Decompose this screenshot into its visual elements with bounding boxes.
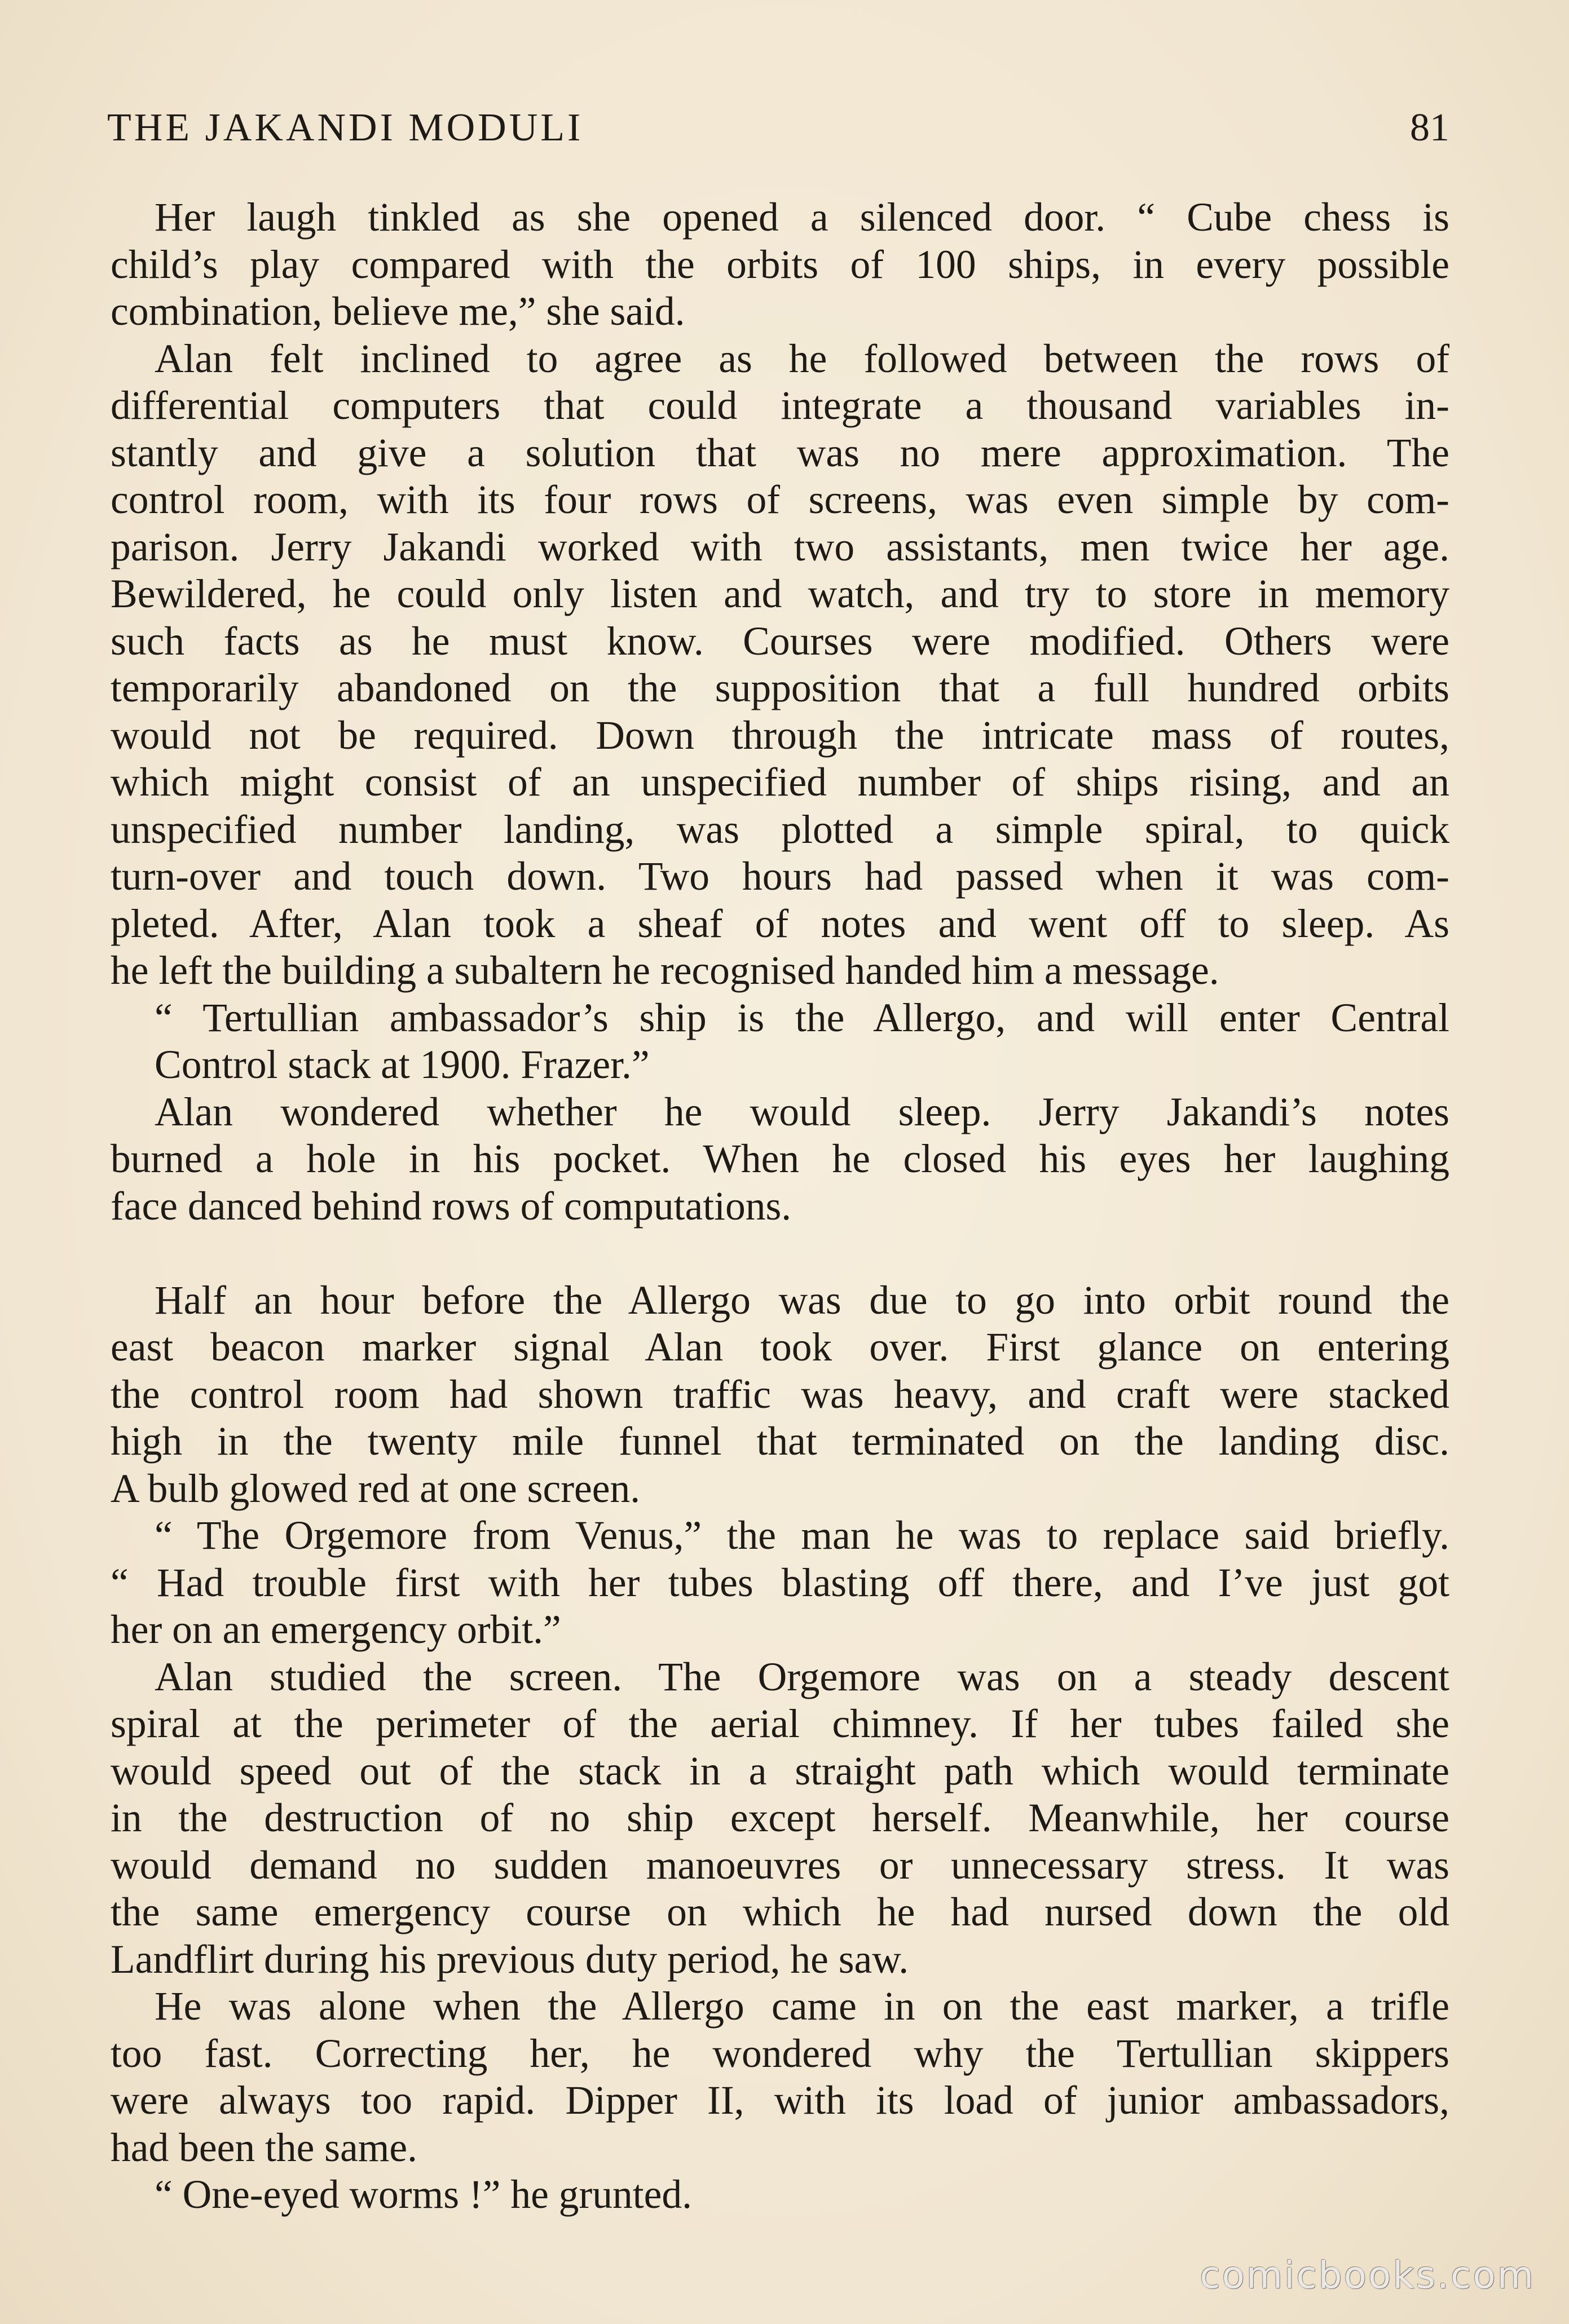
- paragraph: [111, 2171, 1449, 2219]
- text-line: east beacon marker signal Alan took over. First glance on entering: [111, 1325, 1449, 1369]
- paragraph: [111, 1277, 1449, 1513]
- text-line: Landflirt during his previous duty period, he saw.: [111, 1937, 909, 1982]
- text-line: stantly and give a solution that was no mere approximation. The: [111, 430, 1449, 475]
- text-line: combination, believe me,” she said.: [111, 289, 685, 334]
- body-text: [111, 194, 1449, 2219]
- text-line: Bewildered, he could only listen and watch, and try to store in memory: [111, 572, 1449, 616]
- text-line: would not be required. Down through the intricate mass of routes,: [111, 713, 1449, 758]
- text-line: turn-over and touch down. Two hours had passed when it was com-: [111, 854, 1449, 899]
- text-line: in the destruction of no ship except herself. Meanwhile, her course: [111, 1796, 1449, 1840]
- text-line: Control stack at 1900. Frazer.”: [155, 1042, 650, 1087]
- text-line: he left the building a subaltern he recognised handed him a message.: [111, 948, 1219, 993]
- page-number: 81: [1410, 106, 1449, 149]
- text-line: Alan studied the screen. The Orgemore was on a steady descent: [155, 1654, 1449, 1699]
- text-line: spiral at the perimeter of the aerial chimney. If her tubes failed she: [111, 1702, 1449, 1746]
- section-break: [111, 1230, 1449, 1277]
- paragraph: [111, 194, 1449, 335]
- paragraph: [111, 1089, 1449, 1230]
- message-paragraph: [111, 995, 1449, 1089]
- text-line: high in the twenty mile funnel that terminated on the landing disc.: [111, 1419, 1449, 1464]
- running-head: THE JAKANDI MODULI: [107, 106, 584, 149]
- text-line: her on an emergency orbit.”: [111, 1607, 561, 1652]
- text-line: such facts as he must know. Courses were modified. Others were: [111, 618, 1449, 664]
- text-line: had been the same.: [111, 2125, 417, 2170]
- text-line: parison. Jerry Jakandi worked with two assistants, men twice her age.: [111, 524, 1449, 569]
- text-line: the same emergency course on which he had nursed down the old: [111, 1890, 1449, 1934]
- text-line: burned a hole in his pocket. When he closed his eyes her laughing: [111, 1137, 1449, 1181]
- text-line: face danced behind rows of computations.: [111, 1183, 792, 1229]
- text-line: Alan felt inclined to agree as he followed between the rows of: [155, 336, 1449, 381]
- text-line: would demand no sudden manoeuvres or unnecessary stress. It was: [111, 1843, 1449, 1888]
- text-line: Her laugh tinkled as she opened a silenced door. “ Cube chess is: [155, 195, 1449, 240]
- page-header: [107, 97, 1449, 159]
- paragraph: [111, 335, 1449, 995]
- text-line: “ Tertullian ambassador’s ship is the Allergo, and will enter Central: [155, 995, 1449, 1040]
- paragraph: [111, 1983, 1449, 2171]
- text-line: too fast. Correcting her, he wondered why the Tertullian skippers: [111, 2031, 1449, 2076]
- text-line: unspecified number landing, was plotted a simple spiral, to quick: [111, 807, 1449, 852]
- paragraph: [111, 1654, 1449, 1983]
- text-line: “ Had trouble first with her tubes blasting off there, and I’ve just got: [111, 1560, 1449, 1605]
- text-line: differential computers that could integrate a thousand variables in-: [111, 383, 1449, 428]
- text-line: pleted. After, Alan took a sheaf of notes and went off to sleep. As: [111, 901, 1449, 946]
- text-line: would speed out of the stack in a straight path which would terminate: [111, 1748, 1449, 1793]
- text-line: “ The Orgemore from Venus,” the man he was to replace said briefly.: [155, 1513, 1449, 1558]
- text-line: “ One-eyed worms !” he grunted.: [155, 2172, 692, 2217]
- text-line: control room, with its four rows of screens, was even simple by com-: [111, 478, 1449, 522]
- text-line: Half an hour before the Allergo was due to go into orbit round the: [155, 1278, 1449, 1323]
- text-line: the control room had shown traffic was heavy, and craft were stacked: [111, 1372, 1449, 1417]
- text-line: He was alone when the Allergo came in on the east marker, a trifle: [155, 1984, 1449, 2029]
- text-line: temporarily abandoned on the supposition that a full hundred orbits: [111, 666, 1449, 710]
- watermark: comicbooks.com: [1200, 2254, 1535, 2297]
- paragraph: [111, 1512, 1449, 1654]
- text-line: Alan wondered whether he would sleep. Jerry Jakandi’s notes: [155, 1089, 1449, 1134]
- text-line: child’s play compared with the orbits of 100 ships, in every possible: [111, 242, 1449, 287]
- text-line: A bulb glowed red at one screen.: [111, 1466, 641, 1511]
- text-line: were always too rapid. Dipper II, with its load of junior ambassadors,: [111, 2078, 1449, 2123]
- text-line: which might consist of an unspecified number of ships rising, and an: [111, 760, 1449, 805]
